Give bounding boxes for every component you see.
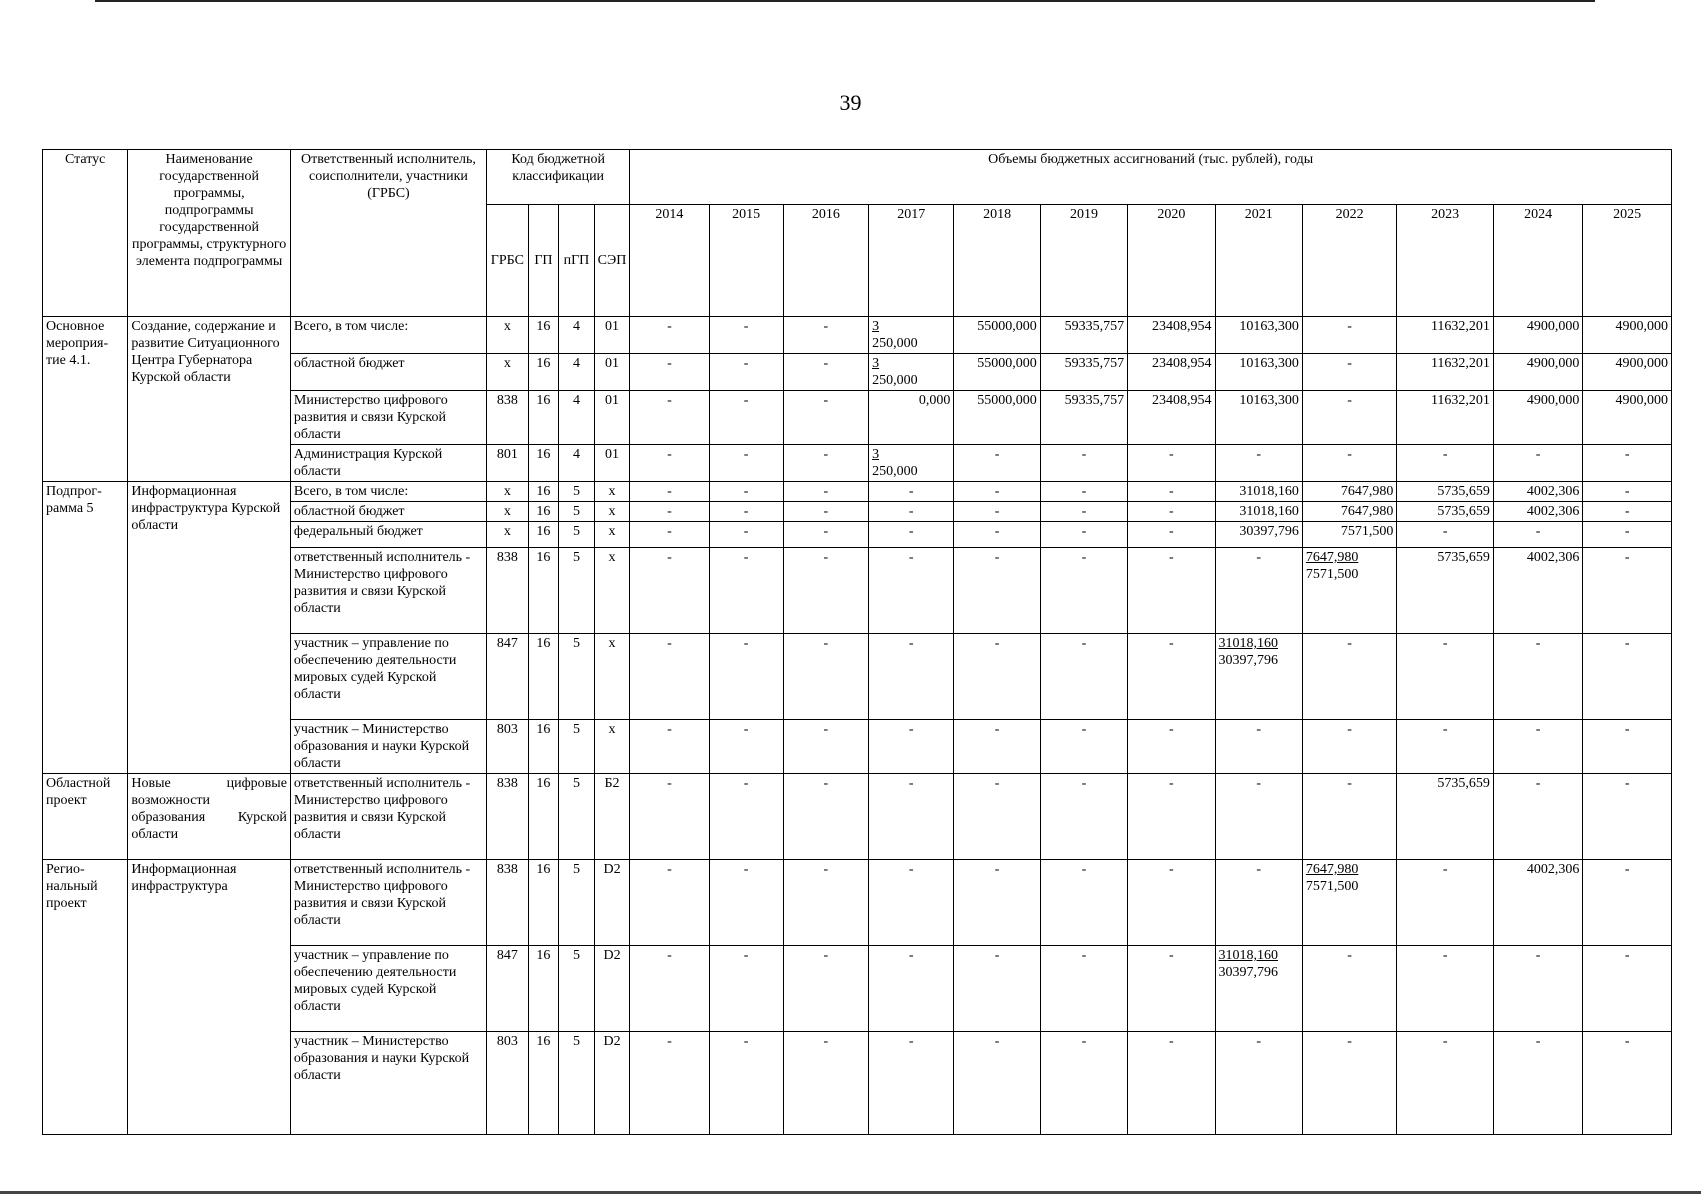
value-cell-2023: 5735,659 [1397, 548, 1494, 634]
table-row [43, 860, 1672, 946]
value-cell-2017 [869, 317, 954, 354]
value-cell-2015: - [709, 391, 783, 445]
value-cell-2024: 4002,306 [1493, 548, 1582, 634]
code-sep-cell: x [594, 720, 630, 774]
value-cell-2021: - [1215, 445, 1302, 482]
value-cell-2022 [1302, 548, 1397, 634]
code-pgp-cell: 5 [559, 482, 595, 502]
value-cell-2015: - [709, 548, 783, 634]
value-cell-2020: - [1128, 946, 1215, 1032]
header-year: 2016 [783, 205, 868, 317]
value-cell-2014: - [630, 354, 709, 391]
code-gp-cell: 16 [528, 522, 558, 548]
header-year: 2020 [1128, 205, 1215, 317]
status-cell: Регио-нальный проект [43, 860, 128, 1135]
code-gp-cell: 16 [528, 1032, 558, 1135]
value-cell-2020: 23408,954 [1128, 391, 1215, 445]
value-cell-2015: - [709, 860, 783, 946]
header-year: 2024 [1493, 205, 1582, 317]
value-cell-2024: 4002,306 [1493, 860, 1582, 946]
value-cell-2016: - [783, 522, 868, 548]
code-sep-cell: Б2 [594, 774, 630, 860]
top-border-line [95, 0, 1595, 2]
page-number: 39 [839, 90, 862, 115]
value-cell-2025: - [1583, 774, 1672, 860]
value-cell-2018: - [954, 522, 1040, 548]
value-cell-2024: - [1493, 445, 1582, 482]
header-code-sep: СЭП [594, 205, 630, 317]
value-cell-2016: - [783, 774, 868, 860]
value-cell-2018: - [954, 482, 1040, 502]
program-name-cell: Создание, содержание и развитие Ситуационного Центра Губернатора Курской области [128, 317, 291, 482]
value-cell-2022: - [1302, 720, 1397, 774]
value-cell-2018: - [954, 1032, 1040, 1135]
status-cell: Подпрог-рамма 5 [43, 482, 128, 774]
value-part: 3 [872, 319, 880, 334]
code-pgp-cell: 5 [559, 860, 595, 946]
program-name-cell: Информационная инфраструктура Курской области [128, 482, 291, 774]
value-cell-2020: - [1128, 445, 1215, 482]
value-cell-2014: - [630, 720, 709, 774]
value-cell-2019: - [1040, 522, 1127, 548]
table-row [43, 482, 1672, 502]
value-cell-2020: - [1128, 502, 1215, 522]
header-year: 2021 [1215, 205, 1302, 317]
value-cell-2021: 30397,796 [1215, 522, 1302, 548]
value-cell-2022: - [1302, 774, 1397, 860]
code-gp-cell: 16 [528, 317, 558, 354]
executor-cell: ответственный исполнитель - Министерство цифрового развития и связи Курской области [290, 860, 486, 946]
value-cell-2019: 59335,757 [1040, 354, 1127, 391]
value-cell-2021: 31018,160 [1215, 482, 1302, 502]
code-gp-cell: 16 [528, 720, 558, 774]
code-sep-cell: x [594, 634, 630, 720]
value-cell-2020: - [1128, 1032, 1215, 1135]
code-gp-cell: 16 [528, 548, 558, 634]
value-cell-2014: - [630, 548, 709, 634]
header-year: 2015 [709, 205, 783, 317]
header-name: Наименование государственной программы, подпрограммы государственной программы, структурного элемента подпрограммы [128, 150, 291, 317]
value-cell-2015: - [709, 946, 783, 1032]
code-sep-cell: D2 [594, 946, 630, 1032]
code-grbs-cell: 847 [487, 946, 529, 1032]
value-cell-2014: - [630, 946, 709, 1032]
status-cell: Основное мероприя-тие 4.1. [43, 317, 128, 482]
code-sep-cell: x [594, 502, 630, 522]
header-row [43, 150, 1672, 205]
value-part: 250,000 [872, 336, 918, 351]
code-sep-cell: x [594, 482, 630, 502]
value-cell-2014: - [630, 860, 709, 946]
executor-cell: ответственный исполнитель - Министерство цифрового развития и связи Курской области [290, 774, 486, 860]
value-cell-2025: - [1583, 482, 1672, 502]
value-cell-2021: 10163,300 [1215, 391, 1302, 445]
code-pgp-cell: 5 [559, 548, 595, 634]
value-cell-2025: - [1583, 946, 1672, 1032]
code-pgp-cell: 4 [559, 317, 595, 354]
value-part: 31018,160 [1218, 636, 1279, 651]
header-year: 2023 [1397, 205, 1494, 317]
value-cell-2022: - [1302, 391, 1397, 445]
code-gp-cell: 16 [528, 354, 558, 391]
value-cell-2022: 7647,980 [1302, 482, 1397, 502]
value-cell-2021: - [1215, 548, 1302, 634]
value-cell-2018: - [954, 548, 1040, 634]
value-cell-2023: 5735,659 [1397, 774, 1494, 860]
value-part: 7647,980 [1305, 862, 1359, 877]
value-cell-2021: 10163,300 [1215, 317, 1302, 354]
executor-cell: Всего, в том числе: [290, 482, 486, 502]
value-cell-2019: - [1040, 1032, 1127, 1135]
value-cell-2014: - [630, 774, 709, 860]
value-cell-2021: - [1215, 1032, 1302, 1135]
header-executor: Ответственный исполнитель, соисполнители, участники (ГРБС) [290, 150, 486, 317]
value-cell-2019: - [1040, 774, 1127, 860]
value-cell-2022: 7571,500 [1302, 522, 1397, 548]
value-cell-2019: 59335,757 [1040, 391, 1127, 445]
value-cell-2023: 5735,659 [1397, 502, 1494, 522]
code-gp-cell: 16 [528, 774, 558, 860]
executor-cell: областной бюджет [290, 354, 486, 391]
code-sep-cell: 01 [594, 354, 630, 391]
code-gp-cell: 16 [528, 482, 558, 502]
executor-cell: Администрация Курской области [290, 445, 486, 482]
value-cell-2021: 31018,160 [1215, 502, 1302, 522]
value-cell-2023: - [1397, 946, 1494, 1032]
value-cell-2020: 23408,954 [1128, 354, 1215, 391]
value-cell-2016: - [783, 482, 868, 502]
code-grbs-cell: 838 [487, 548, 529, 634]
code-gp-cell: 16 [528, 634, 558, 720]
executor-cell: ответственный исполнитель - Министерство цифрового развития и связи Курской области [290, 548, 486, 634]
value-cell-2016: - [783, 317, 868, 354]
status-cell: Областной проект [43, 774, 128, 860]
value-cell-2020: - [1128, 548, 1215, 634]
value-cell-2016: - [783, 946, 868, 1032]
value-cell-2018: - [954, 445, 1040, 482]
value-cell-2014: - [630, 391, 709, 445]
executor-cell: участник – Министерство образования и науки Курской области [290, 720, 486, 774]
code-gp-cell: 16 [528, 946, 558, 1032]
value-part: 30397,796 [1218, 653, 1279, 668]
code-grbs-cell: 847 [487, 634, 529, 720]
header-code-gp: ГП [528, 205, 558, 317]
value-cell-2024: - [1493, 1032, 1582, 1135]
executor-cell: областной бюджет [290, 502, 486, 522]
table-row [43, 317, 1672, 354]
value-cell-2023: - [1397, 720, 1494, 774]
value-cell-2024: 4900,000 [1493, 354, 1582, 391]
value-part: 7571,500 [1305, 879, 1359, 894]
value-cell-2015: - [709, 482, 783, 502]
executor-cell: Всего, в том числе: [290, 317, 486, 354]
code-pgp-cell: 5 [559, 774, 595, 860]
code-grbs-cell: x [487, 502, 529, 522]
value-cell-2024: 4900,000 [1493, 391, 1582, 445]
header-year: 2019 [1040, 205, 1127, 317]
value-cell-2024: - [1493, 522, 1582, 548]
code-sep-cell: 01 [594, 391, 630, 445]
code-pgp-cell: 5 [559, 522, 595, 548]
value-cell-2025: - [1583, 1032, 1672, 1135]
value-cell-2016: - [783, 445, 868, 482]
code-grbs-cell: x [487, 354, 529, 391]
value-cell-2017: - [869, 1032, 954, 1135]
value-cell-2018: 55000,000 [954, 391, 1040, 445]
value-cell-2025: 4900,000 [1583, 391, 1672, 445]
value-cell-2019: - [1040, 548, 1127, 634]
code-grbs-cell: 803 [487, 1032, 529, 1135]
value-cell-2021: - [1215, 774, 1302, 860]
value-cell-2014: - [630, 482, 709, 502]
code-grbs-cell: 838 [487, 774, 529, 860]
value-part: 3 [872, 447, 880, 462]
code-gp-cell: 16 [528, 445, 558, 482]
value-cell-2019: - [1040, 634, 1127, 720]
value-cell-2023: - [1397, 860, 1494, 946]
code-sep-cell: 01 [594, 317, 630, 354]
value-cell-2015: - [709, 445, 783, 482]
value-cell-2021 [1215, 946, 1302, 1032]
value-cell-2022: - [1302, 946, 1397, 1032]
value-cell-2025: - [1583, 860, 1672, 946]
value-part: 250,000 [872, 464, 918, 479]
value-cell-2020: - [1128, 774, 1215, 860]
value-cell-2018: - [954, 634, 1040, 720]
value-cell-2016: - [783, 720, 868, 774]
value-cell-2014: - [630, 445, 709, 482]
table-row [43, 774, 1672, 860]
value-cell-2022: - [1302, 317, 1397, 354]
code-sep-cell: 01 [594, 445, 630, 482]
code-gp-cell: 16 [528, 391, 558, 445]
value-cell-2020: - [1128, 720, 1215, 774]
value-cell-2015: - [709, 1032, 783, 1135]
value-cell-2023: - [1397, 445, 1494, 482]
program-name-cell: Новые цифровые возможности образования Курской области [128, 774, 291, 860]
value-cell-2024: - [1493, 634, 1582, 720]
header-budget-code: Код бюджетной классификации [487, 150, 630, 205]
header-year: 2025 [1583, 205, 1672, 317]
value-cell-2016: - [783, 548, 868, 634]
value-cell-2019: - [1040, 946, 1127, 1032]
header-volumes: Объемы бюджетных ассигнований (тыс. рублей), годы [630, 150, 1672, 205]
value-part: 7571,500 [1305, 567, 1359, 582]
value-cell-2020: - [1128, 482, 1215, 502]
value-part: 250,000 [872, 373, 918, 388]
code-grbs-cell: x [487, 522, 529, 548]
value-cell-2025: - [1583, 502, 1672, 522]
code-pgp-cell: 5 [559, 502, 595, 522]
value-part: 30397,796 [1218, 965, 1279, 980]
value-cell-2023: - [1397, 522, 1494, 548]
value-cell-2016: - [783, 391, 868, 445]
value-cell-2022 [1302, 860, 1397, 946]
value-cell-2022: 7647,980 [1302, 502, 1397, 522]
value-cell-2016: - [783, 634, 868, 720]
code-grbs-cell: x [487, 317, 529, 354]
executor-cell: участник – Министерство образования и науки Курской области [290, 1032, 486, 1135]
value-cell-2015: - [709, 317, 783, 354]
value-cell-2014: - [630, 634, 709, 720]
code-pgp-cell: 4 [559, 391, 595, 445]
code-pgp-cell: 5 [559, 720, 595, 774]
code-grbs-cell: 803 [487, 720, 529, 774]
value-cell-2018: 55000,000 [954, 317, 1040, 354]
code-pgp-cell: 5 [559, 1032, 595, 1135]
value-cell-2015: - [709, 720, 783, 774]
value-cell-2017 [869, 354, 954, 391]
value-cell-2018: - [954, 946, 1040, 1032]
code-pgp-cell: 4 [559, 354, 595, 391]
value-cell-2021: - [1215, 860, 1302, 946]
value-cell-2023: - [1397, 634, 1494, 720]
value-cell-2020: - [1128, 634, 1215, 720]
value-cell-2019: - [1040, 445, 1127, 482]
value-cell-2015: - [709, 522, 783, 548]
value-cell-2021: - [1215, 720, 1302, 774]
value-cell-2025: 4900,000 [1583, 354, 1672, 391]
value-part: 31018,160 [1218, 948, 1279, 963]
value-cell-2016: - [783, 354, 868, 391]
code-sep-cell: x [594, 522, 630, 548]
value-cell-2024: - [1493, 774, 1582, 860]
header-code-grbs: ГРБС [487, 205, 529, 317]
value-cell-2022: - [1302, 634, 1397, 720]
value-cell-2023: 11632,201 [1397, 354, 1494, 391]
value-cell-2019: - [1040, 502, 1127, 522]
value-cell-2022: - [1302, 354, 1397, 391]
value-cell-2025: - [1583, 634, 1672, 720]
value-cell-2018: - [954, 502, 1040, 522]
executor-cell: Министерство цифрового развития и связи Курской области [290, 391, 486, 445]
value-cell-2017: - [869, 522, 954, 548]
value-cell-2025: - [1583, 445, 1672, 482]
value-cell-2025: - [1583, 720, 1672, 774]
value-cell-2020: 23408,954 [1128, 317, 1215, 354]
value-cell-2021 [1215, 634, 1302, 720]
value-cell-2024: 4002,306 [1493, 502, 1582, 522]
value-cell-2025: - [1583, 522, 1672, 548]
executor-cell: участник – управление по обеспечению деятельности мировых судей Курской области [290, 946, 486, 1032]
code-gp-cell: 16 [528, 502, 558, 522]
header-year: 2014 [630, 205, 709, 317]
header-year: 2022 [1302, 205, 1397, 317]
value-cell-2017: - [869, 774, 954, 860]
code-gp-cell: 16 [528, 860, 558, 946]
value-cell-2019: - [1040, 482, 1127, 502]
value-cell-2023: 11632,201 [1397, 391, 1494, 445]
value-cell-2017: - [869, 860, 954, 946]
program-name-cell: Информационная инфраструктура [128, 860, 291, 1135]
value-cell-2019: - [1040, 720, 1127, 774]
code-pgp-cell: 4 [559, 445, 595, 482]
value-cell-2022: - [1302, 1032, 1397, 1135]
value-cell-2014: - [630, 317, 709, 354]
code-grbs-cell: 838 [487, 860, 529, 946]
header-code-pgp: пГП [559, 205, 595, 317]
executor-cell: федеральный бюджет [290, 522, 486, 548]
value-cell-2017: 0,000 [869, 391, 954, 445]
value-part: 3 [872, 356, 880, 371]
executor-cell: участник – управление по обеспечению деятельности мировых судей Курской области [290, 634, 486, 720]
value-cell-2017 [869, 445, 954, 482]
value-cell-2017: - [869, 482, 954, 502]
value-cell-2015: - [709, 502, 783, 522]
value-cell-2019: 59335,757 [1040, 317, 1127, 354]
value-cell-2018: - [954, 774, 1040, 860]
value-cell-2014: - [630, 522, 709, 548]
value-cell-2025: - [1583, 548, 1672, 634]
value-cell-2017: - [869, 720, 954, 774]
value-cell-2014: - [630, 502, 709, 522]
value-cell-2016: - [783, 502, 868, 522]
value-cell-2024: - [1493, 946, 1582, 1032]
code-grbs-cell: 838 [487, 391, 529, 445]
code-sep-cell: D2 [594, 1032, 630, 1135]
code-pgp-cell: 5 [559, 634, 595, 720]
value-cell-2018: 55000,000 [954, 354, 1040, 391]
code-grbs-cell: x [487, 482, 529, 502]
value-cell-2023: 5735,659 [1397, 482, 1494, 502]
value-cell-2022: - [1302, 445, 1397, 482]
value-cell-2018: - [954, 860, 1040, 946]
value-cell-2017: - [869, 946, 954, 1032]
value-cell-2014: - [630, 1032, 709, 1135]
value-cell-2021: 10163,300 [1215, 354, 1302, 391]
header-status: Статус [43, 150, 128, 317]
value-cell-2016: - [783, 860, 868, 946]
value-part: 7647,980 [1305, 550, 1359, 565]
header-year: 2018 [954, 205, 1040, 317]
value-cell-2023: - [1397, 1032, 1494, 1135]
value-cell-2024: 4900,000 [1493, 317, 1582, 354]
value-cell-2015: - [709, 774, 783, 860]
value-cell-2016: - [783, 1032, 868, 1135]
code-pgp-cell: 5 [559, 946, 595, 1032]
value-cell-2024: - [1493, 720, 1582, 774]
header-year: 2017 [869, 205, 954, 317]
value-cell-2020: - [1128, 860, 1215, 946]
value-cell-2017: - [869, 548, 954, 634]
code-sep-cell: x [594, 548, 630, 634]
budget-table [42, 149, 1672, 1135]
bottom-scan-edge [0, 1191, 1701, 1194]
value-cell-2015: - [709, 354, 783, 391]
value-cell-2017: - [869, 502, 954, 522]
value-cell-2018: - [954, 720, 1040, 774]
value-cell-2019: - [1040, 860, 1127, 946]
value-cell-2020: - [1128, 522, 1215, 548]
code-grbs-cell: 801 [487, 445, 529, 482]
value-cell-2024: 4002,306 [1493, 482, 1582, 502]
value-cell-2023: 11632,201 [1397, 317, 1494, 354]
code-sep-cell: D2 [594, 860, 630, 946]
value-cell-2015: - [709, 634, 783, 720]
value-cell-2025: 4900,000 [1583, 317, 1672, 354]
value-cell-2017: - [869, 634, 954, 720]
